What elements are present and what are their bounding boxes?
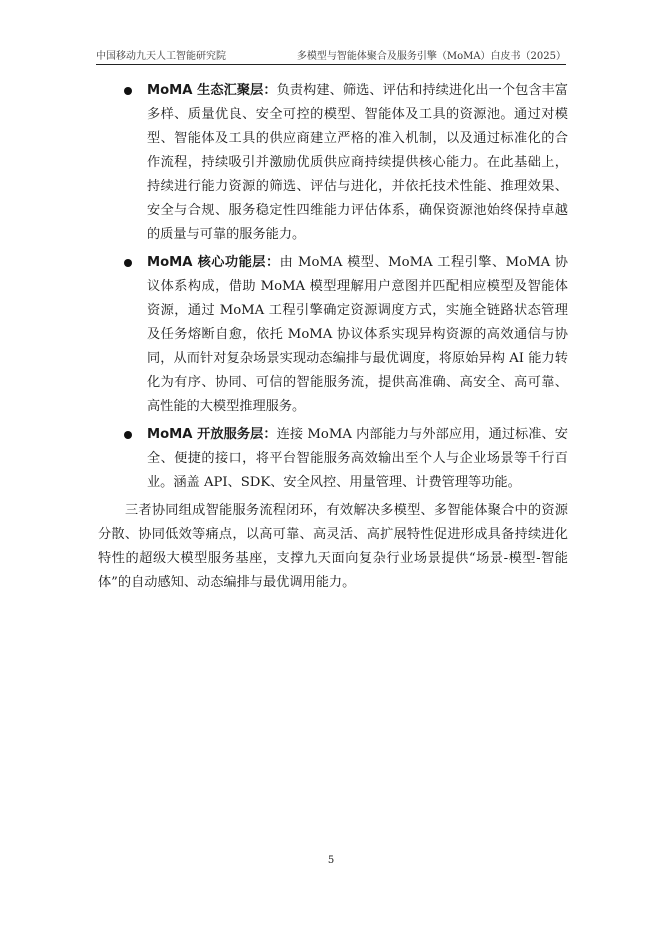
bullet-term: MoMA 核心功能层：	[147, 255, 280, 270]
bullet-item-core-layer	[98, 251, 568, 419]
bullet-term: MoMA 开放服务层：	[147, 427, 277, 442]
page-content	[98, 79, 568, 595]
bullet-dot-icon	[124, 431, 132, 439]
header-right: 多模型与智能体聚合及服务引擎（MoMA）白皮书（2025）	[296, 51, 566, 62]
header-left: 中国移动九天人工智能研究院	[96, 51, 226, 62]
bullet-text: 连接 MoMA 内部能力与外部应用，通过标准、安全、便捷的接口，将平台智能服务高效输出至个人与企业场景等千行百业。涵盖 API、SDK、安全风控、用量管理、计费管理等功能。	[147, 427, 568, 490]
bullet-dot-icon	[124, 259, 132, 267]
bullet-item-open-service-layer	[98, 423, 568, 495]
bullet-term: MoMA 生态汇聚层：	[147, 83, 277, 98]
page-number: 5	[327, 855, 335, 866]
bullet-text: 负责构建、筛选、评估和持续进化出一个包含丰富多样、质量优良、安全可控的模型、智能体及工具的资源池。通过对模型、智能体及工具的供应商建立严格的准入机制，以及通过标准化的合作流程，持续吸引并激励优质供应商持续提供核心能力。在此基础上，持续进行能力资源的筛选、评估与进化，并依托技术性能、推理效果、安全与合规、服务稳定性四维能力评估体系，确保资源池始终保持卓越的质量与可靠的服务能力。	[147, 83, 568, 242]
summary-paragraph: 三者协同组成智能服务流程闭环，有效解决多模型、多智能体聚合中的资源分散、协同低效等痛点，以高可靠、高灵活、高扩展特性促进形成具备持续进化特性的超级大模型服务基座，支撑九天面向复杂行业场景提供“场景-模型-智能体”的自动感知、动态编排与最优调用能力。	[98, 503, 568, 590]
header-divider	[96, 64, 566, 65]
bullet-dot-icon	[124, 87, 132, 95]
page-header	[96, 44, 566, 62]
bullet-text: 由 MoMA 模型、MoMA 工程引擎、MoMA 协议体系构成，借助 MoMA 模型理解用户意图并匹配相应模型及智能体资源，通过 MoMA 工程引擎确定资源调度方式，实施全链路状态管理及任务熔断自愈，依托 MoMA 协议体系实现异构资源的高效通信与协同，从而针对复杂场景实现动态编排与最优调度，将原始异构 AI 能力转化为有序、协同、可信的智能服务流，提供高准确、高安全、高可靠、高性能的大模型推理服务。	[147, 255, 568, 414]
bullet-item-ecosystem-layer	[98, 79, 568, 247]
